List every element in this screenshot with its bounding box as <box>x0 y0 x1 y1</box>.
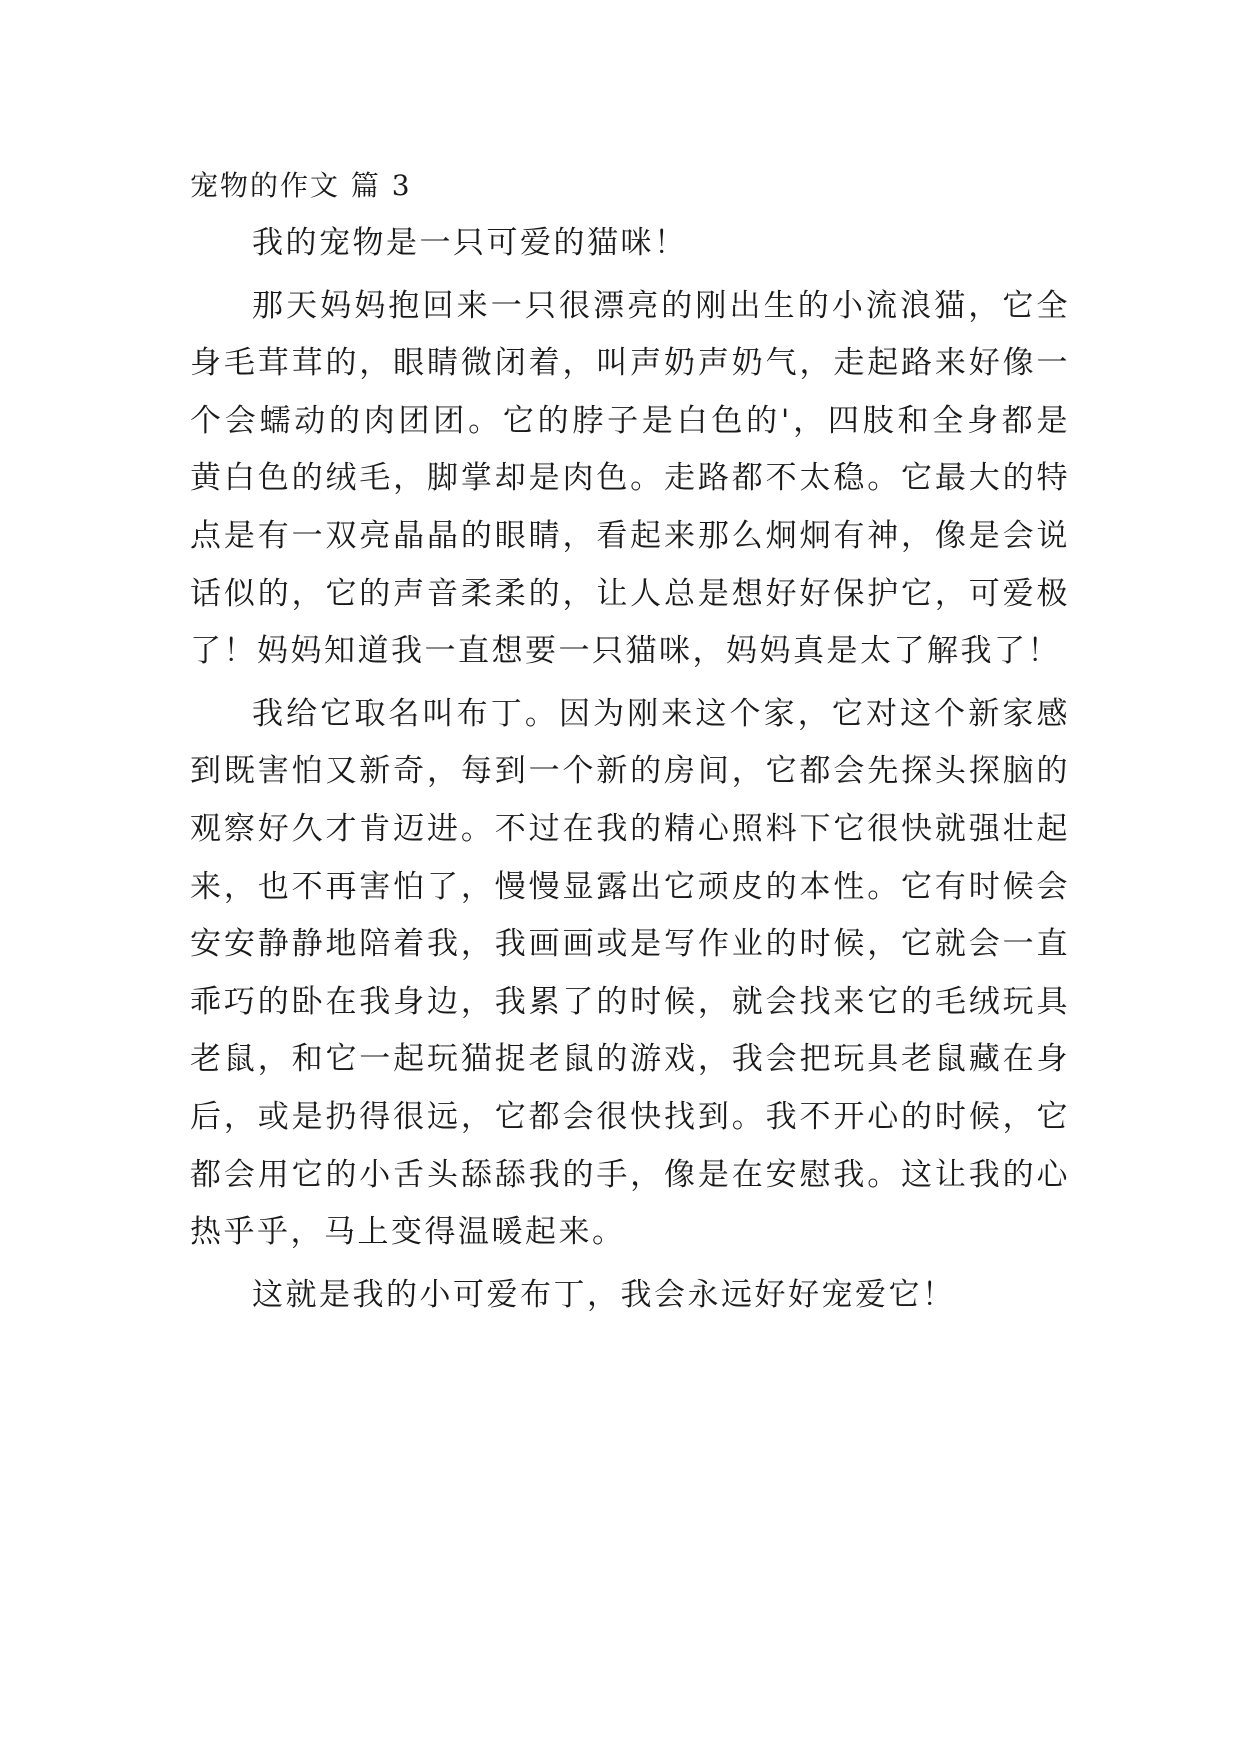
paragraph-conclusion: 这就是我的小可爱布丁，我会永远好好宠爱它！ <box>252 1276 956 1313</box>
paragraph-intro: 我的宠物是一只可爱的猫咪！ <box>252 225 688 261</box>
document-body <box>190 165 1070 1329</box>
paragraph-naming: 我给它取名叫布丁。因为刚来这个家，它对这个新家感到既害怕又新奇，每到一个新的房间，它都会先探头探脑的观察好久才肯迈进。不过在我的精心照料下它很快就强壮起来，也不再害怕了，慢慢显露出它顽皮的本性。它有时候会安安静静地陪着我，我画画或是写作业的时候，它就会一直乖巧的卧在我身边，我累了的时候，就会找来它的毛绒玩具老鼠，和它一起玩猫捉老鼠的游戏，我会把玩具老鼠藏在身后，或是扔得很远，它都会很快找到。我不开心的时候，它都会用它的小舌头舔舔我的手，像是在安慰我。这让我的心热乎乎，马上变得温暖起来。 <box>190 695 1070 1251</box>
paragraph-description: 那天妈妈抱回来一只很漂亮的刚出生的小流浪猫，它全身毛茸茸的，眼睛微闭着，叫声奶声奶气，走起路来好像一个会蠕动的肉团团。它的脖子是白色的'，四肢和全身都是黄白色的绒毛，脚掌却是肉色。走路都不太稳。它最大的特点是有一双亮晶晶的眼睛，看起来那么炯炯有神，像是会说话似的，它的声音柔柔的，让人总是想好好保护它，可爱极了！妈妈知道我一直想要一只猫咪，妈妈真是太了解我了！ <box>190 287 1070 670</box>
essay-title: 宠物的作文 篇 3 <box>190 169 412 202</box>
